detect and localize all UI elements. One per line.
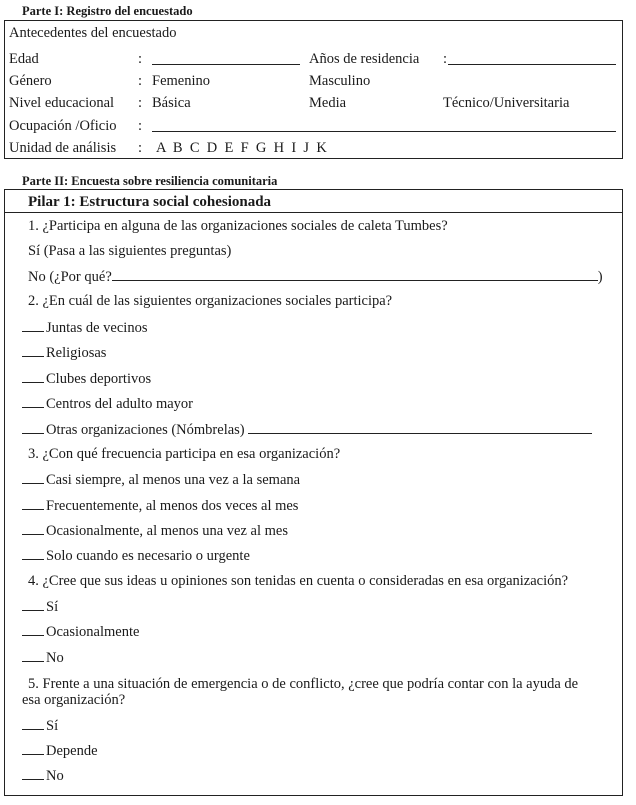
q5-option[interactable] (22, 717, 58, 734)
divider (4, 212, 623, 213)
q1-option-no[interactable] (28, 268, 603, 285)
unidad-label: Unidad de análisis (9, 140, 117, 156)
question-5: 5. Frente a una situación de emergencia o de conflicto, ¿cree que podría contar con la ayuda de (28, 676, 579, 692)
option-label: Ocasionalmente (46, 624, 140, 640)
unidad-options[interactable]: A B C D E F G H I J K (156, 140, 327, 156)
q2-option[interactable] (22, 344, 106, 361)
blank[interactable] (22, 598, 44, 611)
paren: ) (597, 269, 603, 285)
question-5-cont: esa organización? (22, 692, 126, 708)
nivel-label: Nivel educacional (9, 95, 115, 111)
q3-option[interactable] (22, 471, 300, 488)
q5-option[interactable] (22, 767, 64, 784)
pilar-title: Pilar 1: Estructura social cohesionada (28, 194, 272, 210)
option-label: Sí (46, 599, 59, 615)
option-label: Religiosas (46, 345, 107, 361)
blank[interactable] (22, 471, 44, 484)
colon: : (138, 140, 143, 156)
option-tecnico[interactable]: Técnico/Universitaria (443, 95, 570, 111)
edad-label: Edad (9, 51, 39, 67)
edad-field[interactable] (152, 52, 300, 65)
colon: : (138, 95, 143, 111)
option-label: Juntas de vecinos (46, 320, 148, 336)
option-label: Ocasionalmente, al menos una vez al mes (46, 523, 288, 539)
colon: : (138, 73, 143, 89)
q2-option[interactable] (22, 421, 592, 438)
option-label: Sí (46, 718, 59, 734)
question-2: 2. ¿En cuál de las siguientes organizaciones sociales participa? (28, 293, 393, 309)
q4-option[interactable] (22, 649, 64, 666)
question-4: 4. ¿Cree que sus ideas u opiniones son tenidas en cuenta o consideradas en esa organización? (28, 573, 569, 589)
blank[interactable] (22, 742, 44, 755)
blank[interactable] (22, 767, 44, 780)
option-label: Clubes deportivos (46, 371, 152, 387)
colon: : (138, 51, 143, 67)
blank[interactable] (22, 649, 44, 662)
option-label: No (46, 650, 64, 666)
colon: : (138, 118, 143, 134)
q5-option[interactable] (22, 742, 98, 759)
q4-option[interactable] (22, 598, 58, 615)
blank[interactable] (22, 370, 44, 383)
option-label: Solo cuando es necesario o urgente (46, 548, 250, 564)
blank[interactable] (22, 623, 44, 636)
option-label: No (46, 768, 64, 784)
q2-option[interactable] (22, 395, 193, 412)
part1-heading: Parte I: Registro del encuestado (22, 4, 193, 18)
ocupacion-field[interactable] (152, 119, 616, 132)
anos-label: Años de residencia (309, 51, 420, 67)
option-label: Depende (46, 743, 98, 759)
question-3: 3. ¿Con qué frecuencia participa en esa organización? (28, 446, 341, 462)
ocupacion-label: Ocupación /Oficio (9, 118, 117, 134)
blank[interactable] (22, 319, 44, 332)
blank[interactable] (22, 717, 44, 730)
blank[interactable] (22, 497, 44, 510)
anos-field[interactable] (448, 52, 616, 65)
q1-no-label: No (¿Por qué? (28, 269, 112, 285)
q1-option-si[interactable]: Sí (Pasa a las siguientes preguntas) (28, 243, 232, 259)
other-orgs-field[interactable] (248, 421, 592, 434)
q2-option[interactable] (22, 370, 151, 387)
blank[interactable] (22, 344, 44, 357)
q3-option[interactable] (22, 522, 288, 539)
q1-reason-field[interactable] (112, 268, 598, 281)
option-femenino[interactable]: Femenino (152, 73, 210, 89)
option-label: Casi siempre, al menos una vez a la semana (46, 472, 301, 488)
blank[interactable] (22, 421, 44, 434)
colon: : (443, 51, 448, 67)
q2-option[interactable] (22, 319, 147, 336)
blank[interactable] (22, 395, 44, 408)
q3-option[interactable] (22, 497, 298, 514)
blank[interactable] (22, 547, 44, 560)
genero-label: Género (9, 73, 52, 89)
box-title: Antecedentes del encuestado (9, 25, 177, 41)
option-media[interactable]: Media (309, 95, 347, 111)
q3-option[interactable] (22, 547, 250, 564)
option-basica[interactable]: Básica (152, 95, 191, 111)
option-masculino[interactable]: Masculino (309, 73, 371, 89)
blank[interactable] (22, 522, 44, 535)
option-label: Otras organizaciones (Nómbrelas) (46, 422, 245, 438)
part2-heading: Parte II: Encuesta sobre resiliencia comunitaria (22, 174, 278, 188)
question-1: 1. ¿Participa en alguna de las organizaciones sociales de caleta Tumbes? (28, 218, 448, 234)
option-label: Frecuentemente, al menos dos veces al mes (46, 498, 299, 514)
option-label: Centros del adulto mayor (46, 396, 193, 412)
q4-option[interactable] (22, 623, 139, 640)
